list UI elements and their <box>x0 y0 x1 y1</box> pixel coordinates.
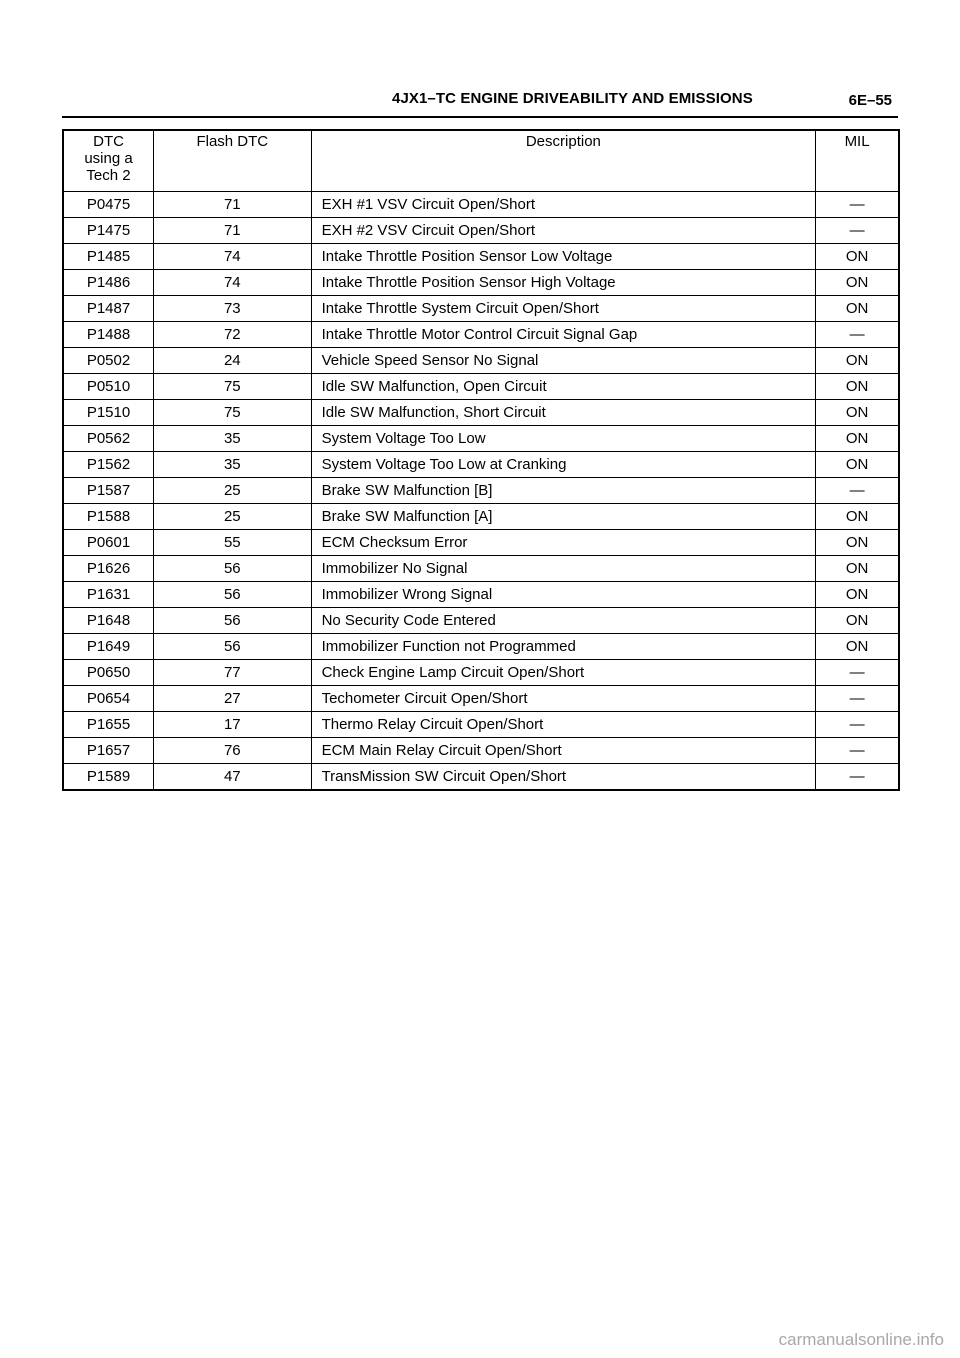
flash-code-cell: 75 <box>154 374 312 400</box>
dtc-code-cell: P1485 <box>63 244 154 270</box>
mil-cell: — <box>816 712 899 738</box>
flash-code-cell: 71 <box>154 192 312 218</box>
dtc-code-cell: P1589 <box>63 764 154 791</box>
page-number: 6E–55 <box>848 92 892 109</box>
mil-cell: ON <box>816 270 899 296</box>
mil-cell: ON <box>816 530 899 556</box>
mil-cell: ON <box>816 608 899 634</box>
dtc-code-cell: P0510 <box>63 374 154 400</box>
description-cell: Intake Throttle Position Sensor High Voltage <box>311 270 816 296</box>
flash-code-cell: 56 <box>154 582 312 608</box>
description-cell: No Security Code Entered <box>311 608 816 634</box>
flash-code-cell: 72 <box>154 322 312 348</box>
table-row <box>63 478 899 504</box>
table-body <box>63 192 899 791</box>
mil-cell: ON <box>816 400 899 426</box>
dtc-code-cell: P1587 <box>63 478 154 504</box>
mil-cell: ON <box>816 296 899 322</box>
table-row <box>63 192 899 218</box>
flash-code-cell: 35 <box>154 426 312 452</box>
column-header-mil: MIL <box>816 130 899 192</box>
dtc-code-cell: P1510 <box>63 400 154 426</box>
dtc-code-cell: P1475 <box>63 218 154 244</box>
flash-code-cell: 24 <box>154 348 312 374</box>
description-cell: EXH #1 VSV Circuit Open/Short <box>311 192 816 218</box>
watermark: carmanualsonline.info <box>778 1330 944 1349</box>
flash-code-cell: 74 <box>154 270 312 296</box>
mil-cell: — <box>816 764 899 791</box>
mil-cell: — <box>816 478 899 504</box>
description-cell: System Voltage Too Low <box>311 426 816 452</box>
dtc-code-cell: P1562 <box>63 452 154 478</box>
mil-cell: ON <box>816 556 899 582</box>
mil-cell: ON <box>816 244 899 270</box>
table-row <box>63 296 899 322</box>
dtc-code-cell: P1487 <box>63 296 154 322</box>
table-header-row <box>63 130 899 192</box>
table-row <box>63 530 899 556</box>
mil-cell: — <box>816 218 899 244</box>
description-cell: Immobilizer Function not Programmed <box>311 634 816 660</box>
mil-cell: ON <box>816 582 899 608</box>
table-row <box>63 218 899 244</box>
description-cell: Brake SW Malfunction [A] <box>311 504 816 530</box>
table-row <box>63 712 899 738</box>
mil-cell: — <box>816 686 899 712</box>
column-header-flash-dtc: Flash DTC <box>154 130 312 192</box>
mil-cell: ON <box>816 348 899 374</box>
table-row <box>63 322 899 348</box>
table-row <box>63 504 899 530</box>
description-cell: Brake SW Malfunction [B] <box>311 478 816 504</box>
description-cell: Thermo Relay Circuit Open/Short <box>311 712 816 738</box>
mil-cell: ON <box>816 374 899 400</box>
table-row <box>63 686 899 712</box>
column-header-dtc-line: Tech 2 <box>86 167 131 184</box>
description-cell: Check Engine Lamp Circuit Open/Short <box>311 660 816 686</box>
dtc-code-cell: P1626 <box>63 556 154 582</box>
description-cell: Intake Throttle Motor Control Circuit Signal Gap <box>311 322 816 348</box>
description-cell: Intake Throttle System Circuit Open/Short <box>311 296 816 322</box>
dtc-code-cell: P0601 <box>63 530 154 556</box>
description-cell: EXH #2 VSV Circuit Open/Short <box>311 218 816 244</box>
mil-cell: — <box>816 738 899 764</box>
column-header-dtc-line: using a <box>84 150 133 167</box>
table-row <box>63 634 899 660</box>
table-row <box>63 556 899 582</box>
flash-code-cell: 73 <box>154 296 312 322</box>
table-row <box>63 660 899 686</box>
dtc-code-cell: P0650 <box>63 660 154 686</box>
mil-cell: ON <box>816 634 899 660</box>
table-row <box>63 270 899 296</box>
flash-code-cell: 47 <box>154 764 312 791</box>
flash-code-cell: 74 <box>154 244 312 270</box>
mil-cell: ON <box>816 426 899 452</box>
table-row <box>63 426 899 452</box>
dtc-code-cell: P1588 <box>63 504 154 530</box>
description-cell: System Voltage Too Low at Cranking <box>311 452 816 478</box>
flash-code-cell: 56 <box>154 608 312 634</box>
flash-code-cell: 76 <box>154 738 312 764</box>
table-row <box>63 244 899 270</box>
flash-code-cell: 77 <box>154 660 312 686</box>
mil-cell: ON <box>816 504 899 530</box>
flash-code-cell: 27 <box>154 686 312 712</box>
flash-code-cell: 75 <box>154 400 312 426</box>
description-cell: Techometer Circuit Open/Short <box>311 686 816 712</box>
table-row <box>63 608 899 634</box>
flash-code-cell: 56 <box>154 556 312 582</box>
flash-code-cell: 25 <box>154 478 312 504</box>
description-cell: Immobilizer No Signal <box>311 556 816 582</box>
column-header-dtc-line: DTC <box>93 133 124 150</box>
column-header-dtc <box>63 130 154 192</box>
dtc-code-cell: P1657 <box>63 738 154 764</box>
dtc-code-cell: P1655 <box>63 712 154 738</box>
dtc-code-cell: P1649 <box>63 634 154 660</box>
dtc-code-cell: P0562 <box>63 426 154 452</box>
dtc-code-cell: P0654 <box>63 686 154 712</box>
table-row <box>63 764 899 791</box>
flash-code-cell: 17 <box>154 712 312 738</box>
flash-code-cell: 55 <box>154 530 312 556</box>
page-header <box>62 86 898 118</box>
description-cell: Immobilizer Wrong Signal <box>311 582 816 608</box>
mil-cell: ON <box>816 452 899 478</box>
dtc-code-cell: P1648 <box>63 608 154 634</box>
mil-cell: — <box>816 322 899 348</box>
flash-code-cell: 56 <box>154 634 312 660</box>
table-row <box>63 452 899 478</box>
page-title: 4JX1–TC ENGINE DRIVEABILITY AND EMISSIONS <box>392 90 753 107</box>
flash-code-cell: 25 <box>154 504 312 530</box>
description-cell: Intake Throttle Position Sensor Low Voltage <box>311 244 816 270</box>
description-cell: Idle SW Malfunction, Open Circuit <box>311 374 816 400</box>
flash-code-cell: 71 <box>154 218 312 244</box>
description-cell: TransMission SW Circuit Open/Short <box>311 764 816 791</box>
description-cell: Vehicle Speed Sensor No Signal <box>311 348 816 374</box>
flash-code-cell: 35 <box>154 452 312 478</box>
column-header-description: Description <box>311 130 816 192</box>
table-row <box>63 738 899 764</box>
mil-cell: — <box>816 192 899 218</box>
table-row <box>63 582 899 608</box>
dtc-code-cell: P1486 <box>63 270 154 296</box>
description-cell: ECM Checksum Error <box>311 530 816 556</box>
table-row <box>63 400 899 426</box>
mil-cell: — <box>816 660 899 686</box>
dtc-code-cell: P1631 <box>63 582 154 608</box>
table-row <box>63 374 899 400</box>
dtc-table <box>62 129 900 791</box>
description-cell: Idle SW Malfunction, Short Circuit <box>311 400 816 426</box>
description-cell: ECM Main Relay Circuit Open/Short <box>311 738 816 764</box>
dtc-code-cell: P0475 <box>63 192 154 218</box>
dtc-code-cell: P1488 <box>63 322 154 348</box>
table-row <box>63 348 899 374</box>
dtc-code-cell: P0502 <box>63 348 154 374</box>
